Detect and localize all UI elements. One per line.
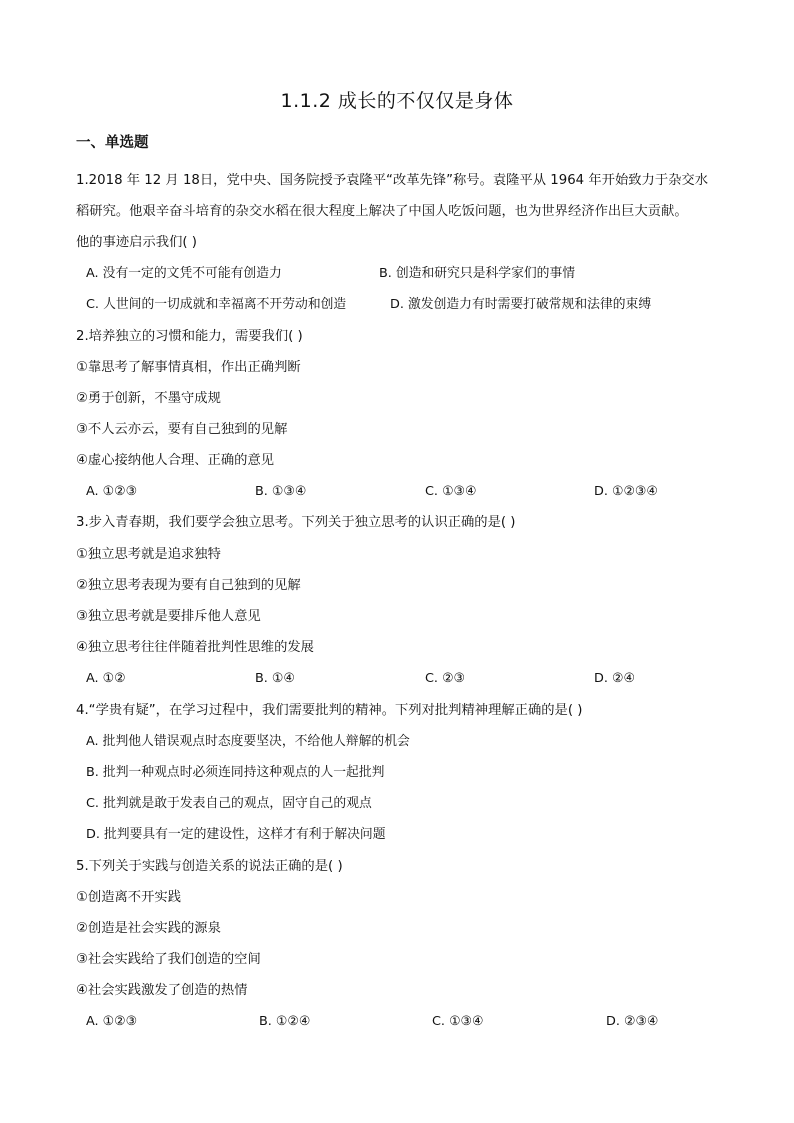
q5-item-4: ④社会实践激发了创造的热情 bbox=[76, 983, 248, 998]
q5-item-3: ③社会实践给了我们创造的空间 bbox=[76, 952, 261, 967]
q3-item-4: ④独立思考往往伴随着批判性思维的发展 bbox=[76, 640, 314, 655]
q2-item-2: ②勇于创新，不墨守成规 bbox=[76, 391, 221, 406]
q3-option-c: C. ②③ bbox=[425, 671, 466, 686]
q5-option-c: C. ①③④ bbox=[432, 1014, 484, 1029]
q1-stem-line-1: 1.2018 年 12 月 18日，党中央、国务院授予袁隆平“改革先锋”称号。袁隆平从 1964 年开始致力于杂交水 bbox=[76, 173, 709, 188]
q3-option-b: B. ①④ bbox=[255, 671, 295, 686]
q5-option-a: A. ①②③ bbox=[86, 1014, 138, 1029]
q2-item-1: ①靠思考了解事情真相，作出正确判断 bbox=[76, 360, 301, 375]
q1-stem-line-3: 他的事迹启示我们( ) bbox=[76, 235, 197, 250]
q1-option-a: A. 没有一定的文凭不可能有创造力 bbox=[86, 266, 282, 281]
q2-stem: 2.培养独立的习惯和能力，需要我们( ) bbox=[76, 329, 303, 344]
q4-option-b: B. 批判一种观点时必须连同持这种观点的人一起批判 bbox=[86, 765, 385, 780]
q3-option-a: A. ①② bbox=[86, 671, 126, 686]
q2-option-d: D. ①②③④ bbox=[594, 484, 658, 499]
q5-option-b: B. ①②④ bbox=[259, 1014, 311, 1029]
q2-item-3: ③不人云亦云，要有自己独到的见解 bbox=[76, 422, 288, 437]
q1-option-c: C. 人世间的一切成就和幸福离不开劳动和创造 bbox=[86, 297, 347, 312]
q3-item-2: ②独立思考表现为要有自己独到的见解 bbox=[76, 578, 301, 593]
q2-item-4: ④虚心接纳他人合理、正确的意见 bbox=[76, 453, 275, 468]
q2-option-b: B. ①③④ bbox=[255, 484, 307, 499]
q4-option-d: D. 批判要具有一定的建设性，这样才有利于解决问题 bbox=[86, 827, 386, 842]
section-heading: 一、单选题 bbox=[76, 135, 149, 151]
q5-option-d: D. ②③④ bbox=[606, 1014, 659, 1029]
q1-option-d: D. 激发创造力有时需要打破常规和法律的束缚 bbox=[390, 297, 652, 312]
q3-item-3: ③独立思考就是要排斥他人意见 bbox=[76, 609, 261, 624]
q5-item-2: ②创造是社会实践的源泉 bbox=[76, 921, 221, 936]
q1-option-b: B. 创造和研究只是科学家们的事情 bbox=[379, 266, 576, 281]
q1-stem-line-2: 稻研究。他艰辛奋斗培育的杂交水稻在很大程度上解决了中国人吃饭问题，也为世界经济作出巨大贡献。 bbox=[76, 204, 688, 219]
q4-option-c: C. 批判就是敢于发表自己的观点，固守自己的观点 bbox=[86, 796, 372, 811]
q5-stem: 5.下列关于实践与创造关系的说法正确的是( ) bbox=[76, 859, 343, 874]
q2-option-a: A. ①②③ bbox=[86, 484, 138, 499]
q5-item-1: ①创造离不开实践 bbox=[76, 890, 181, 905]
q3-option-d: D. ②④ bbox=[594, 671, 635, 686]
q3-stem: 3.步入青春期，我们要学会独立思考。下列关于独立思考的认识正确的是( ) bbox=[76, 515, 516, 530]
q3-item-1: ①独立思考就是追求独特 bbox=[76, 547, 221, 562]
q4-stem: 4.“学贵有疑”，在学习过程中，我们需要批判的精神。下列对批判精神理解正确的是( ) bbox=[76, 703, 583, 718]
q2-option-c: C. ①③④ bbox=[425, 484, 477, 499]
page-title: 1.1.2 成长的不仅仅是身体 bbox=[280, 90, 514, 112]
q4-option-a: A. 批判他人错误观点时态度要坚决，不给他人辩解的机会 bbox=[86, 734, 410, 749]
